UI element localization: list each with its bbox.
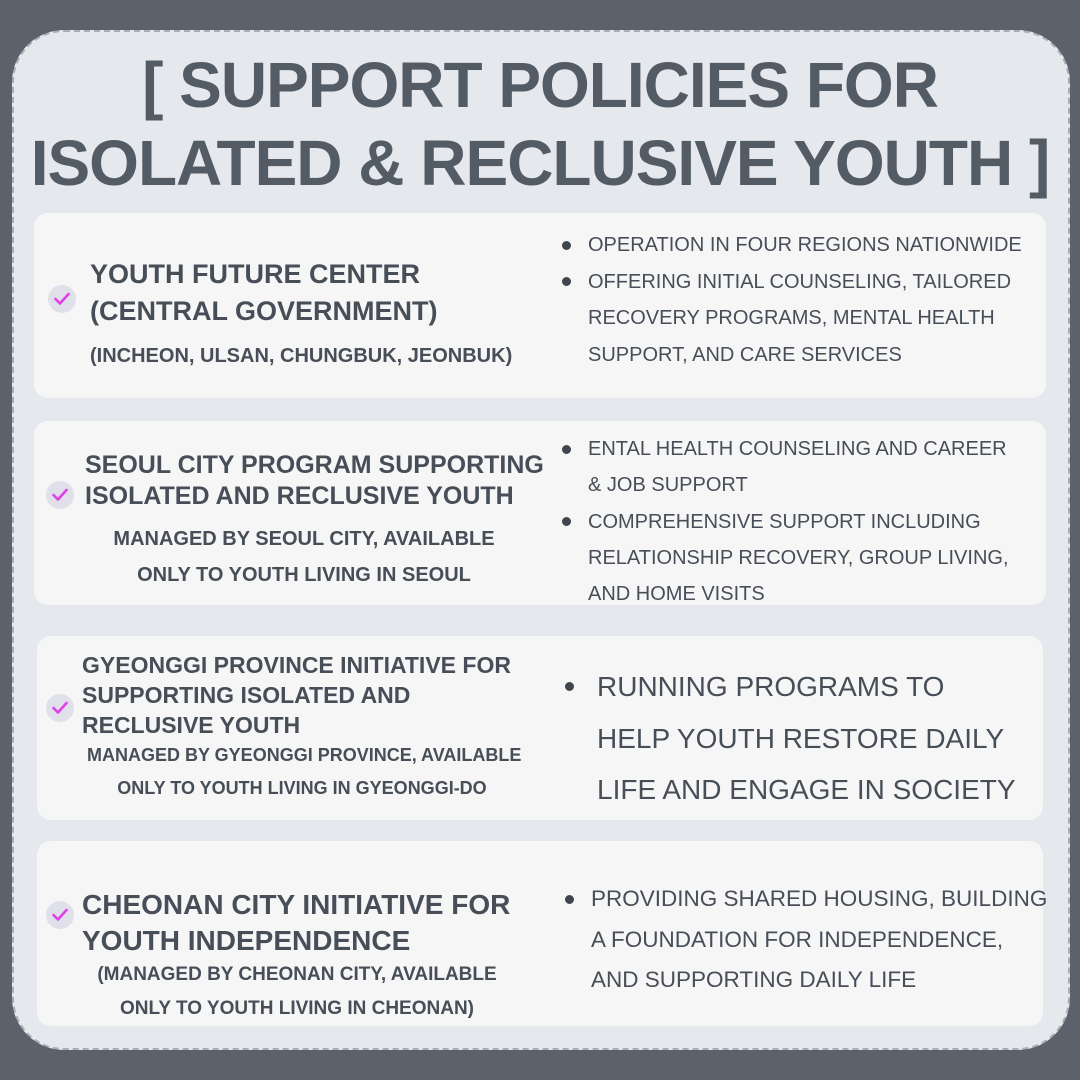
card-title-line: YOUTH FUTURE CENTER bbox=[90, 259, 420, 289]
card-bullet-list bbox=[562, 227, 1022, 373]
card-title-line: RECLUSIVE YOUTH bbox=[82, 712, 301, 738]
card-title-line: SEOUL CITY PROGRAM SUPPORTING bbox=[85, 451, 544, 479]
card-title-line: GYEONGGI PROVINCE INITIATIVE FOR bbox=[82, 652, 511, 678]
bullet-line: AND SUPPORTING DAILY LIFE bbox=[591, 967, 917, 992]
bullet-item bbox=[565, 661, 1016, 816]
card-title-line: (CENTRAL GOVERNMENT) bbox=[90, 296, 438, 326]
card-subtitle-line: ONLY TO YOUTH LIVING IN SEOUL bbox=[137, 564, 471, 586]
check-icon bbox=[46, 694, 74, 722]
bullet-line: LIFE AND ENGAGE IN SOCIETY bbox=[597, 774, 1016, 805]
card-title bbox=[90, 256, 438, 330]
card-title bbox=[82, 650, 511, 740]
bullet-line: PROVIDING SHARED HOUSING, BUILDING bbox=[591, 886, 1048, 911]
bullet-item bbox=[562, 227, 1022, 264]
bullet-line: ENTAL HEALTH COUNSELING AND CAREER bbox=[588, 438, 1007, 460]
bullet-line: OPERATION IN FOUR REGIONS NATIONWIDE bbox=[588, 234, 1022, 256]
bullet-line: AND HOME VISITS bbox=[588, 583, 765, 606]
bullet-line: SUPPORT, AND CARE SERVICES bbox=[588, 343, 902, 366]
bullet-item bbox=[562, 431, 1009, 504]
card-title-line: SUPPORTING ISOLATED AND bbox=[82, 682, 411, 708]
card-title-line: ISOLATED AND RECLUSIVE YOUTH bbox=[85, 482, 514, 510]
page-title-line: [ SUPPORT POLICIES FOR bbox=[142, 49, 938, 121]
card-subtitle-line: MANAGED BY SEOUL CITY, AVAILABLE bbox=[113, 528, 495, 550]
check-icon bbox=[46, 901, 74, 929]
policy-card-cheonan-city bbox=[37, 841, 1048, 1026]
policy-card-youth-future-center bbox=[34, 213, 1046, 398]
policy-card-seoul-city bbox=[34, 421, 1046, 605]
card-subtitle bbox=[94, 521, 514, 593]
bullet-line: RELATIONSHIP RECOVERY, GROUP LIVING, bbox=[588, 546, 1009, 569]
card-subtitle-line: (INCHEON, ULSAN, CHUNGBUK, JEONBUK) bbox=[90, 345, 513, 367]
card-title-line: YOUTH INDEPENDENCE bbox=[82, 925, 411, 956]
card-subtitle-line: MANAGED BY GYEONGGI PROVINCE, AVAILABLE bbox=[87, 745, 522, 765]
bullet-line: RUNNING PROGRAMS TO bbox=[597, 671, 945, 702]
bullet-line: OFFERING INITIAL COUNSELING, TAILORED bbox=[588, 270, 1012, 293]
policy-card-gyeonggi-province bbox=[37, 636, 1043, 820]
bullet-item bbox=[562, 264, 1022, 374]
card-title-line: CHEONAN CITY INITIATIVE FOR bbox=[82, 889, 511, 920]
bullet-line: COMPREHENSIVE SUPPORT INCLUDING bbox=[588, 510, 981, 533]
bullet-line: A FOUNDATION FOR INDEPENDENCE, bbox=[591, 926, 1004, 952]
card-title bbox=[85, 450, 544, 512]
card-subtitle bbox=[87, 958, 507, 1026]
check-icon bbox=[46, 481, 74, 509]
card-subtitle-line: ONLY TO YOUTH LIVING IN GYEONGGI-DO bbox=[117, 778, 487, 798]
card-bullet-list bbox=[565, 879, 1047, 1001]
bullet-item bbox=[562, 504, 1009, 613]
card-subtitle bbox=[90, 341, 512, 371]
page-title bbox=[0, 46, 1080, 202]
check-icon bbox=[48, 285, 76, 313]
card-bullet-list bbox=[562, 431, 1009, 612]
page-title-line: ISOLATED & RECLUSIVE YOUTH ] bbox=[30, 127, 1050, 199]
card-subtitle-line: ONLY TO YOUTH LIVING IN CHEONAN) bbox=[119, 998, 474, 1019]
card-subtitle-line: (MANAGED BY CHEONAN CITY, AVAILABLE bbox=[97, 964, 497, 985]
card-bullet-list bbox=[565, 661, 1016, 816]
bullet-line: & JOB SUPPORT bbox=[588, 474, 748, 497]
card-subtitle bbox=[87, 739, 522, 805]
card-title bbox=[82, 887, 510, 959]
bullet-line: HELP YOUTH RESTORE DAILY bbox=[597, 722, 1005, 754]
bullet-line: RECOVERY PROGRAMS, MENTAL HEALTH bbox=[588, 307, 995, 329]
bullet-item bbox=[565, 879, 1047, 1001]
